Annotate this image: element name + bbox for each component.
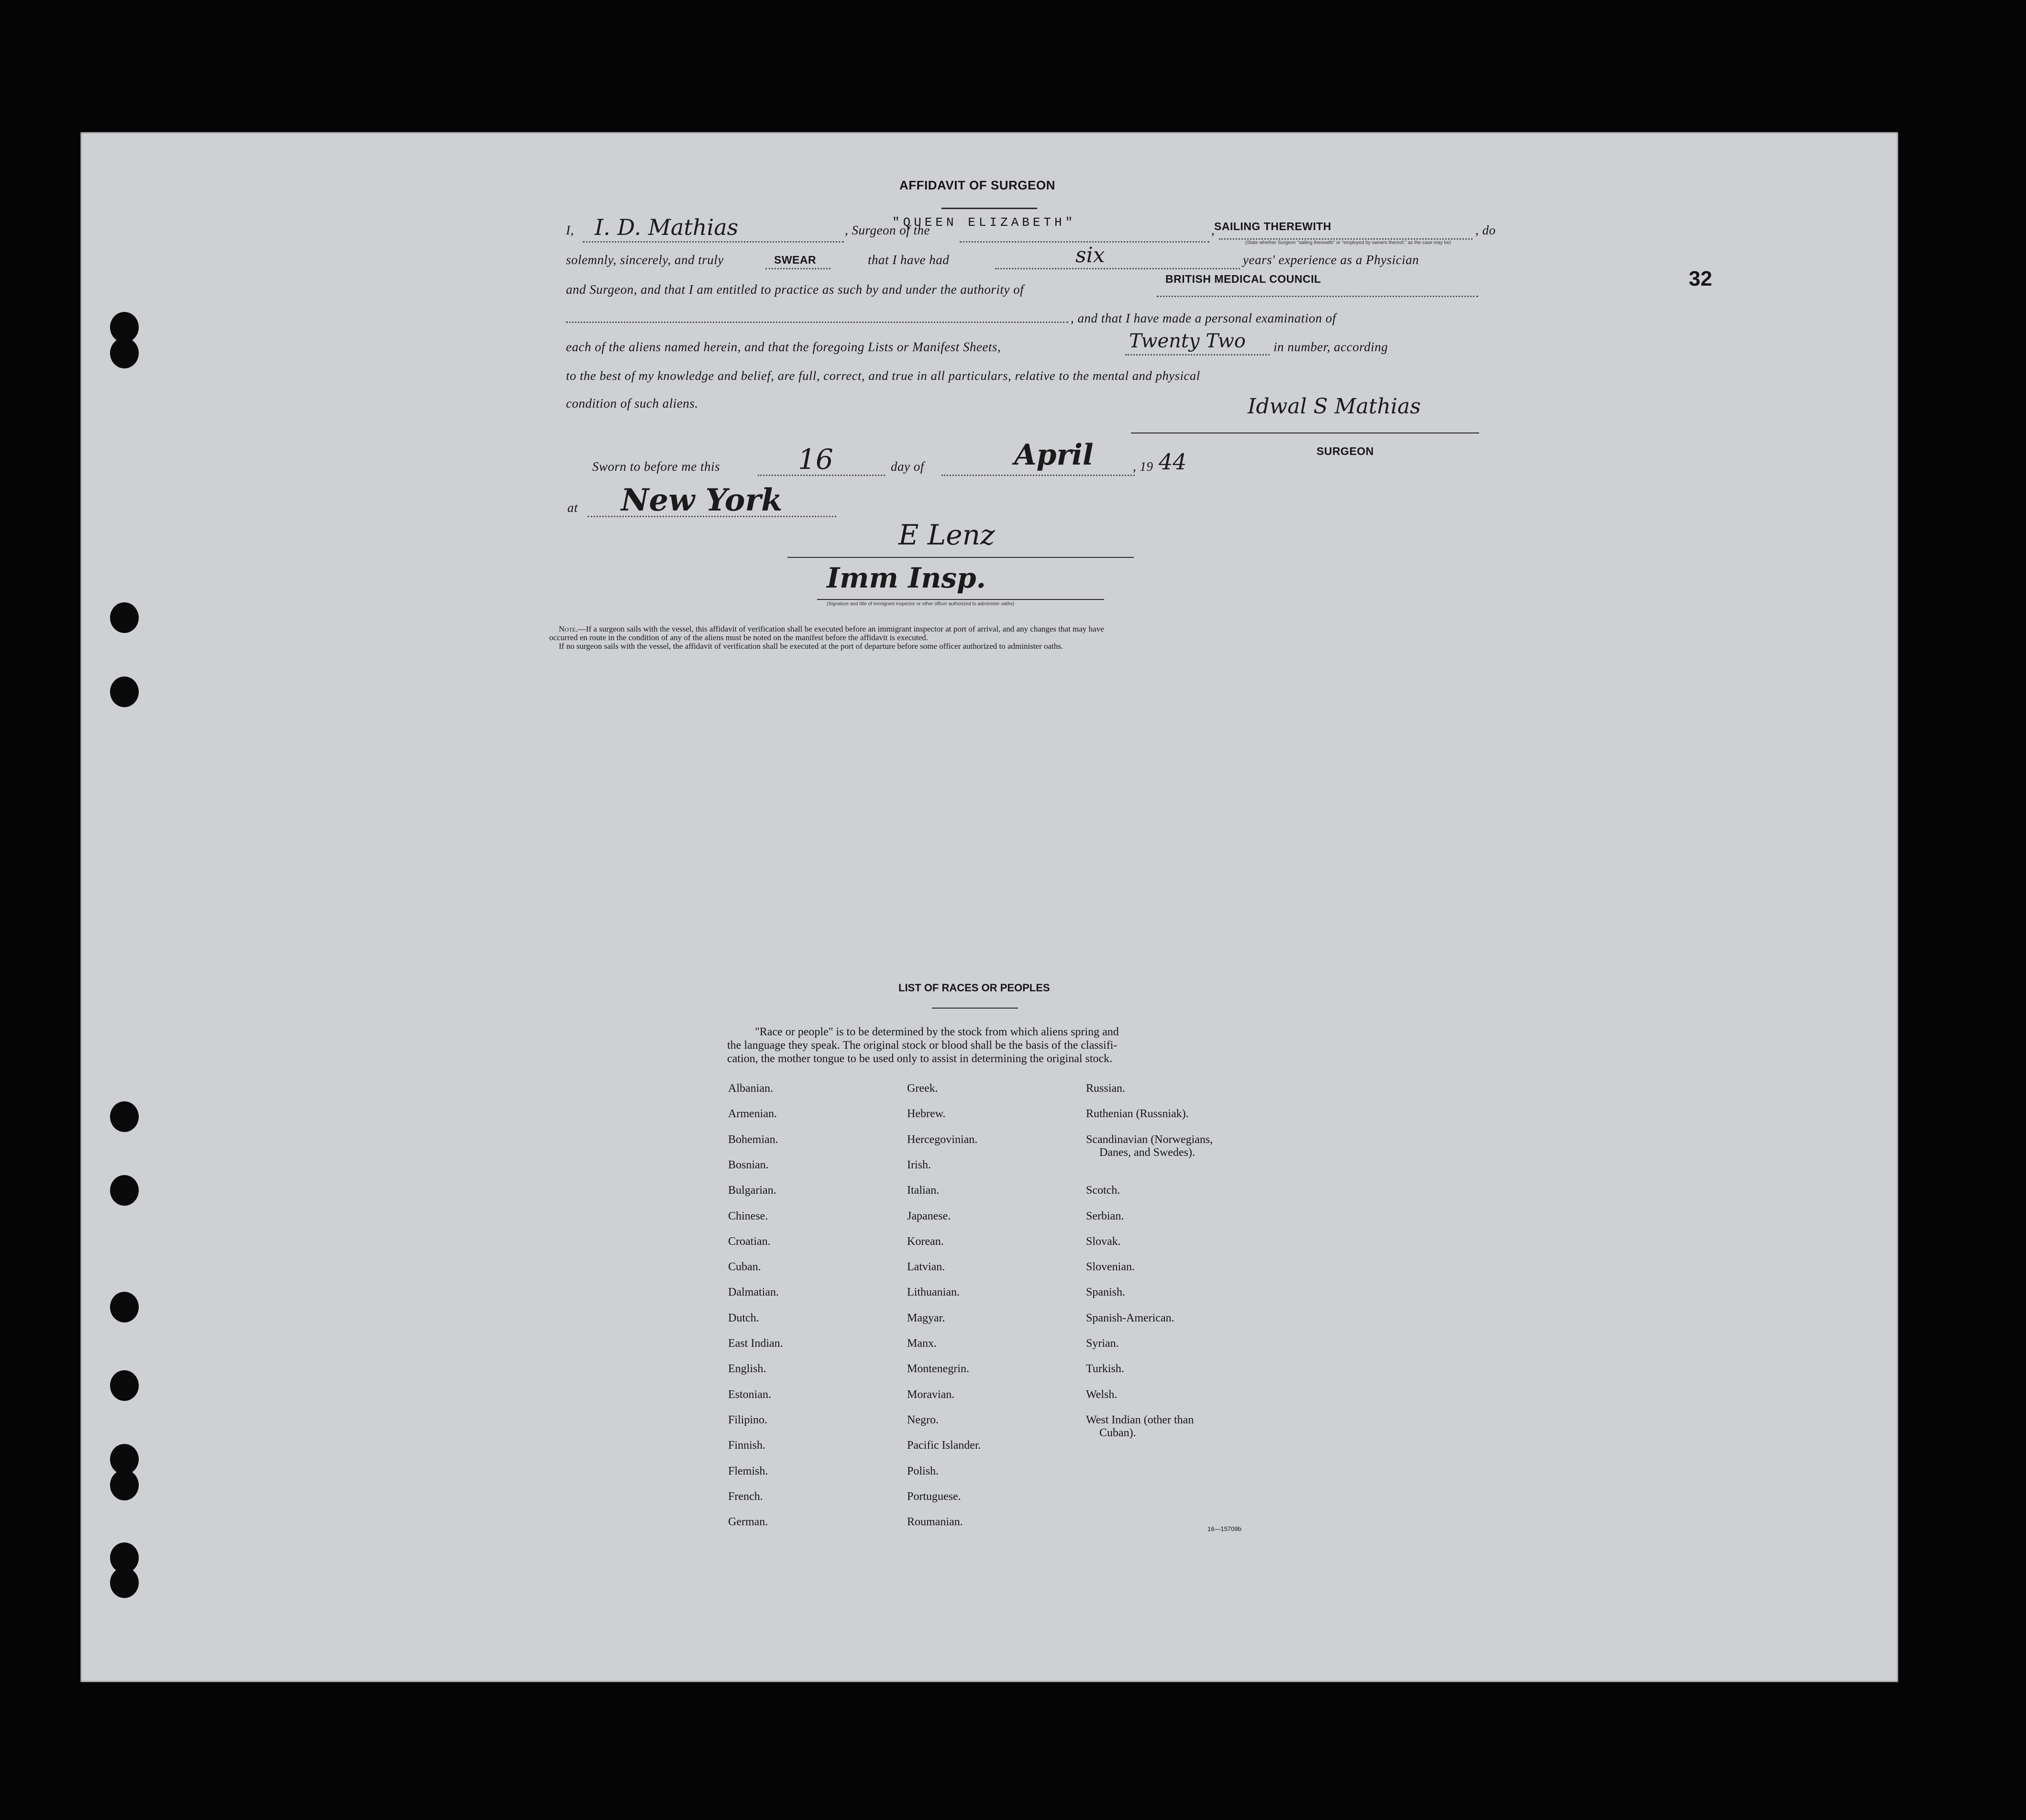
years-line — [995, 268, 1240, 269]
race-item: Russian. — [1086, 1082, 1126, 1095]
race-item: Spanish-American. — [1086, 1311, 1174, 1324]
punch-hole — [110, 338, 139, 368]
race-item: Armenian. — [728, 1108, 777, 1121]
race-item: Slovak. — [1086, 1235, 1121, 1248]
race-item: Moravian. — [907, 1388, 955, 1401]
ship-name-line — [960, 241, 1209, 243]
authority-line — [1157, 296, 1478, 297]
race-item: Japanese. — [907, 1210, 951, 1222]
race-item: Cuban. — [728, 1261, 761, 1274]
authority-continued-line — [566, 322, 1068, 323]
punch-hole — [110, 677, 139, 707]
race-item: Manx. — [907, 1337, 937, 1350]
in-number-text: in number, according — [1273, 340, 1388, 354]
note-line1 — [559, 625, 1104, 633]
month-handwritten: April — [1014, 438, 1094, 472]
aliens-text: each of the aliens named herein, and that the foregoing Lists or Manifest Sheets, — [566, 340, 1001, 354]
officer-title: Imm Insp. — [827, 562, 986, 594]
at-label: at — [567, 500, 578, 515]
examination-text: , and that I have made a personal examination of — [1071, 311, 1336, 325]
do-text: , do — [1475, 223, 1496, 237]
place-handwritten: New York — [621, 482, 783, 518]
surgeon-name-handwritten: I. D. Mathias — [595, 214, 739, 240]
races-intro-line1: "Race or people" is to be determined by the stock from which aliens spring and — [755, 1026, 1119, 1038]
race-item: Dalmatian. — [728, 1286, 779, 1299]
punch-hole — [110, 1101, 139, 1132]
year-handwritten: 44 — [1159, 449, 1187, 475]
day-of-text: day of — [891, 459, 924, 474]
authority-value: BRITISH MEDICAL COUNCIL — [1165, 273, 1321, 285]
race-item: Croatian. — [728, 1235, 771, 1248]
race-item: Serbian. — [1086, 1210, 1124, 1222]
race-item: Welsh. — [1086, 1388, 1118, 1401]
race-item: Dutch. — [728, 1311, 759, 1324]
authority-text: and Surgeon, and that I am entitled to practice as such by and under the authority of — [566, 282, 1024, 297]
year-prefix: , 19 — [1133, 459, 1153, 474]
punch-hole — [110, 1292, 139, 1322]
knowledge-text: to the best of my knowledge and belief, are full, correct, and true in all particulars, relative to the mental and physical — [566, 368, 1200, 383]
race-item: East Indian. — [728, 1337, 783, 1350]
sailing-status-note: (State whether Surgeon "sailing therewith" or "employed by owners thereof," as the case may be) — [1245, 240, 1451, 245]
race-item: Scotch. — [1086, 1184, 1120, 1197]
race-item: Ruthenian (Russniak). — [1086, 1108, 1189, 1121]
years-handwritten: six — [1075, 243, 1105, 267]
race-item: Flemish. — [728, 1465, 768, 1477]
officer-caption: (Signature and title of immigrant inspector or other officer authorized to administer oaths) — [827, 601, 1015, 607]
sworn-prefix: Sworn to before me this — [592, 459, 720, 474]
race-item: Syrian. — [1086, 1337, 1119, 1350]
punch-hole — [110, 1470, 139, 1500]
races-intro-line3: cation, the mother tongue to be used only to assist in determining the original stock. — [727, 1053, 1113, 1065]
document-page — [80, 132, 1898, 1682]
race-item: Greek. — [907, 1082, 938, 1095]
race-item: Turkish. — [1086, 1363, 1124, 1376]
race-item: Roumanian. — [907, 1516, 963, 1529]
race-item: Irish. — [907, 1158, 931, 1171]
race-item: Latvian. — [907, 1261, 945, 1274]
officer-signature: E Lenz — [898, 519, 995, 551]
race-item: German. — [728, 1516, 768, 1529]
note-line2: occurred en route in the condition of any of the aliens must be noted on the manifest before the affidavit is executed. — [549, 633, 928, 642]
sheets-line — [1125, 354, 1270, 355]
sailing-status-line — [1219, 238, 1472, 240]
surgeon-name-line — [583, 241, 844, 243]
race-item: Hercegovinian. — [907, 1133, 978, 1146]
comma: , — [1211, 223, 1215, 237]
race-item: Filipino. — [728, 1413, 768, 1426]
race-item: French. — [728, 1490, 763, 1503]
sailing-status: SAILING THEREWITH — [1214, 220, 1331, 233]
race-item: Montenegrin. — [907, 1363, 969, 1376]
races-title-underline — [932, 1008, 1018, 1009]
officer-title-line — [817, 599, 1104, 600]
note-line3: If no surgeon sails with the vessel, the affidavit of verification shall be executed at the port of departure before some officer authorized to administer oaths. — [559, 642, 1063, 651]
races-title: LIST OF RACES OR PEOPLES — [898, 982, 1050, 994]
surgeon-label: SURGEON — [1317, 445, 1374, 457]
races-intro-line2: the language they speak. The original stock or blood shall be the basis of the classifi- — [727, 1039, 1118, 1052]
race-item: Bohemian. — [728, 1133, 778, 1146]
race-item: Portuguese. — [907, 1490, 961, 1503]
race-item: Cuban). — [1099, 1426, 1136, 1439]
month-line — [941, 475, 1135, 476]
race-item: Albanian. — [728, 1082, 773, 1095]
race-item: English. — [728, 1363, 766, 1376]
race-item: Estonian. — [728, 1388, 771, 1401]
title-underline — [941, 208, 1037, 209]
surgeon-of-the-text: , Surgeon of the — [845, 223, 930, 237]
sheets-handwritten: Twenty Two — [1129, 330, 1246, 352]
punch-hole — [110, 1567, 139, 1598]
that-i-have-had-text: that I have had — [868, 253, 950, 267]
surgeon-signature: Idwal S Mathias — [1248, 394, 1421, 419]
line1-prefix: I, — [566, 223, 574, 237]
race-item: Bosnian. — [728, 1158, 769, 1171]
race-item: Pacific Islander. — [907, 1439, 981, 1452]
race-item: Scandinavian (Norwegians, — [1086, 1133, 1213, 1146]
swear-value: SWEAR — [774, 254, 817, 266]
race-item: Negro. — [907, 1413, 939, 1426]
race-item: Polish. — [907, 1465, 939, 1477]
years-experience-text: years' experience as a Physician — [1243, 253, 1419, 267]
swear-line — [765, 268, 830, 269]
note-line1-text: —If a surgeon sails with the vessel, this affidavit of verification shall be executed before an immigrant inspector at port of arrival, and any changes that may have — [577, 624, 1104, 633]
race-item: Hebrew. — [907, 1108, 946, 1121]
race-item: Danes, and Swedes). — [1099, 1146, 1195, 1159]
race-item: Italian. — [907, 1184, 940, 1197]
ship-name: "QUEEN ELIZABETH" — [892, 215, 1076, 230]
page-number: 32 — [1689, 267, 1712, 290]
race-item: Finnish. — [728, 1439, 766, 1452]
note-label: Note. — [559, 624, 578, 633]
day-handwritten: 16 — [798, 443, 833, 476]
race-item: Chinese. — [728, 1210, 768, 1222]
race-item: Slovenian. — [1086, 1261, 1135, 1274]
punch-hole — [110, 1370, 139, 1401]
race-item: West Indian (other than — [1086, 1413, 1194, 1426]
form-number: 16—15709b — [1207, 1525, 1241, 1532]
race-item: Lithuanian. — [907, 1286, 960, 1299]
race-item: Korean. — [907, 1235, 944, 1248]
affidavit-title: AFFIDAVIT OF SURGEON — [899, 178, 1055, 192]
officer-signature-line — [787, 557, 1134, 558]
race-item: Spanish. — [1086, 1286, 1126, 1299]
race-item: Bulgarian. — [728, 1184, 776, 1197]
punch-hole — [110, 602, 139, 633]
condition-text: condition of such aliens. — [566, 396, 698, 411]
punch-hole — [110, 1175, 139, 1206]
solemnly-text: solemnly, sincerely, and truly — [566, 253, 724, 267]
race-item: Magyar. — [907, 1311, 945, 1324]
